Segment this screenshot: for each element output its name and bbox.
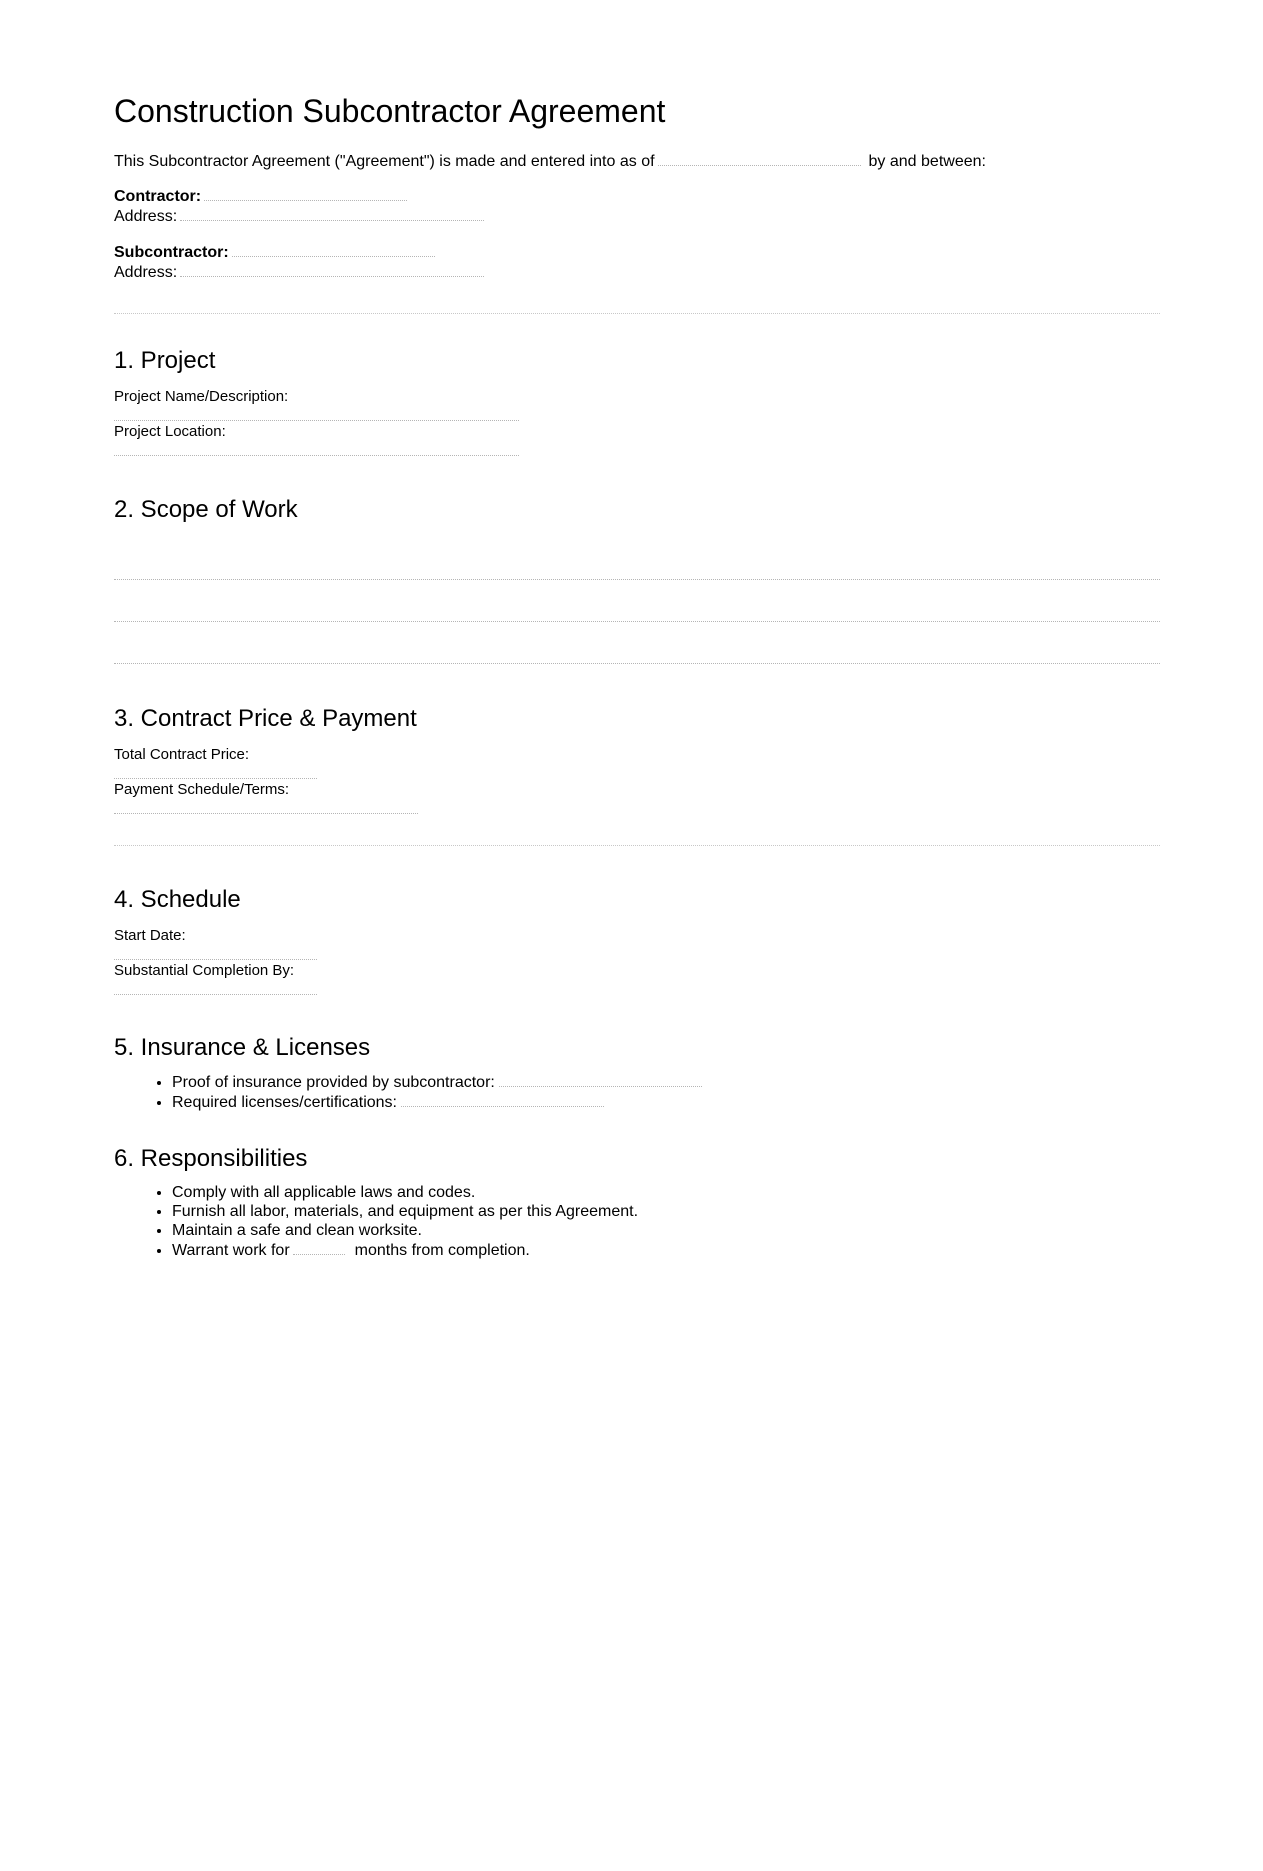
subcontractor-address-field[interactable] bbox=[180, 262, 484, 277]
completion-date-label: Substantial Completion By: bbox=[114, 962, 295, 979]
intro-text-end: by and between: bbox=[868, 153, 986, 170]
subcontractor-block bbox=[114, 242, 1160, 282]
start-date-label: Start Date: bbox=[114, 927, 186, 944]
start-date-field[interactable] bbox=[114, 959, 317, 960]
agreement-page bbox=[114, 88, 1160, 1260]
project-name-label: Project Name/Description: bbox=[114, 388, 289, 405]
list-item: • Comply with all applicable laws and codes. bbox=[172, 1183, 1160, 1202]
payment-terms-field[interactable] bbox=[114, 813, 418, 814]
section-heading-price: 3. Contract Price & Payment bbox=[114, 705, 417, 732]
project-location-field[interactable] bbox=[114, 455, 519, 456]
scope-line-1[interactable] bbox=[114, 579, 1160, 580]
subcontractor-label: Subcontractor: bbox=[114, 244, 229, 261]
section-heading-insurance: 5. Insurance & Licenses bbox=[114, 1034, 371, 1061]
insurance-item-label: Proof of insurance provided by subcontractor: bbox=[172, 1074, 495, 1091]
payment-terms-label: Payment Schedule/Terms: bbox=[114, 781, 290, 798]
scope-line-2[interactable] bbox=[114, 621, 1160, 622]
address-label: Address: bbox=[114, 264, 178, 281]
list-item: • Maintain a safe and clean worksite. bbox=[172, 1221, 1160, 1240]
subcontractor-address-line bbox=[114, 262, 1160, 282]
warrant-label: Warrant work for bbox=[172, 1242, 290, 1259]
address-label: Address: bbox=[114, 208, 178, 225]
document-title: Construction Subcontractor Agreement bbox=[114, 93, 666, 129]
contractor-label: Contractor: bbox=[114, 188, 202, 205]
licenses-item-label: Required licenses/certifications: bbox=[172, 1094, 397, 1111]
insurance-proof-field[interactable] bbox=[499, 1072, 702, 1087]
section-divider bbox=[114, 313, 1160, 314]
contractor-address-field[interactable] bbox=[180, 206, 484, 221]
total-price-field[interactable] bbox=[114, 778, 317, 779]
intro-paragraph bbox=[114, 151, 1160, 171]
insurance-list bbox=[114, 1072, 1160, 1112]
list-item bbox=[172, 1092, 1160, 1112]
scope-line-3[interactable] bbox=[114, 663, 1160, 664]
list-item: • Furnish all labor, materials, and equipment as per this Agreement. bbox=[172, 1202, 1160, 1221]
list-item bbox=[172, 1240, 1160, 1260]
subcontractor-name-field[interactable] bbox=[232, 242, 435, 257]
warrant-label-end: months from completion. bbox=[354, 1242, 530, 1259]
project-location-label: Project Location: bbox=[114, 423, 226, 440]
section-divider bbox=[114, 845, 1160, 846]
section-heading-scope: 2. Scope of Work bbox=[114, 496, 298, 523]
contractor-line bbox=[114, 186, 1160, 206]
contractor-block bbox=[114, 186, 1160, 226]
list-item bbox=[172, 1072, 1160, 1092]
total-price-label: Total Contract Price: bbox=[114, 746, 250, 763]
responsibilities-list bbox=[114, 1183, 1160, 1260]
intro-text: This Subcontractor Agreement ("Agreement") is made and entered into as of bbox=[114, 153, 655, 170]
contractor-address-line bbox=[114, 206, 1160, 226]
licenses-field[interactable] bbox=[401, 1092, 604, 1107]
completion-date-field[interactable] bbox=[114, 994, 317, 995]
section-heading-responsibilities: 6. Responsibilities bbox=[114, 1145, 308, 1172]
contractor-name-field[interactable] bbox=[204, 186, 407, 201]
project-name-field[interactable] bbox=[114, 420, 519, 421]
agreement-date-field[interactable] bbox=[658, 151, 861, 166]
warranty-months-field[interactable] bbox=[293, 1240, 345, 1255]
section-heading-project: 1. Project bbox=[114, 347, 216, 374]
section-heading-schedule: 4. Schedule bbox=[114, 886, 241, 913]
subcontractor-line bbox=[114, 242, 1160, 262]
